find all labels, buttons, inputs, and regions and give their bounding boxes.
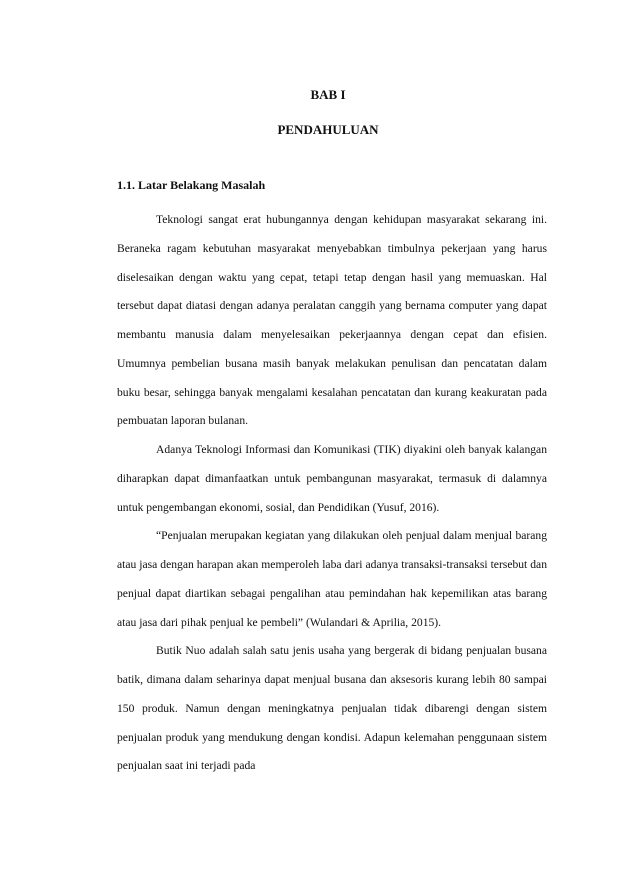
body-text xyxy=(117,206,547,781)
chapter-title: PENDAHULUAN xyxy=(277,122,379,137)
paragraph-technology: Teknologi sangat erat hubungannya dengan kehidupan masyarakat sekarang ini. Beraneka ragam kebutuhan masyarakat menyebabkan timbulnya pekerjaan yang harus diselesaikan dengan waktu yang cepat, tetapi tetap dengan hasil yang memuaskan. Hal tersebut dapat diatasi dengan adanya peralatan canggih yang bernama computer yang dapat membantu manusia dalam menyelesaikan pekerjaannya dengan cepat dan efisien. Umumnya pembelian busana masih banyak melakukan penulisan dan pencatatan dalam buku besar, sehingga banyak mengalami kesalahan pencatatan dan kurang keakuratan pada pembuatan laporan bulanan. xyxy=(117,213,547,428)
section-heading: 1.1. Latar Belakang Masalah xyxy=(117,178,266,192)
paragraph-penjualan-quote: “Penjualan merupakan kegiatan yang dilakukan oleh penjual dalam menjual barang atau jasa dengan harapan akan memperoleh laba dari adanya transaksi-transaksi tersebut dan penjual dapat diartikan sebagai pengalihan atau pemindahan hak kepemilikan atas barang atau jasa dari pihak penjual ke pembeli” (Wulandari & Aprilia, 2015). xyxy=(117,529,547,629)
paragraph-butik-nuo: Butik Nuo adalah salah satu jenis usaha yang bergerak di bidang penjualan busana batik, dimana dalam seharinya dapat menjual busana dan aksesoris kurang lebih 80 sampai 150 produk. Namun dengan meningkatnya penjualan tidak dibarengi dengan sistem penjualan produk yang mendukung dengan kondisi. Adapun kelemahan penggunaan sistem penjualan saat ini terjadi pada xyxy=(117,644,547,773)
paragraph-tik: Adanya Teknologi Informasi dan Komunikasi (TIK) diyakini oleh banyak kalangan diharapkan dapat dimanfaatkan untuk pembangunan masyarakat, termasuk di dalamnya untuk pengembangan ekonomi, sosial, dan Pendidikan (Yusuf, 2016). xyxy=(117,443,547,514)
chapter-label: BAB I xyxy=(310,87,346,102)
